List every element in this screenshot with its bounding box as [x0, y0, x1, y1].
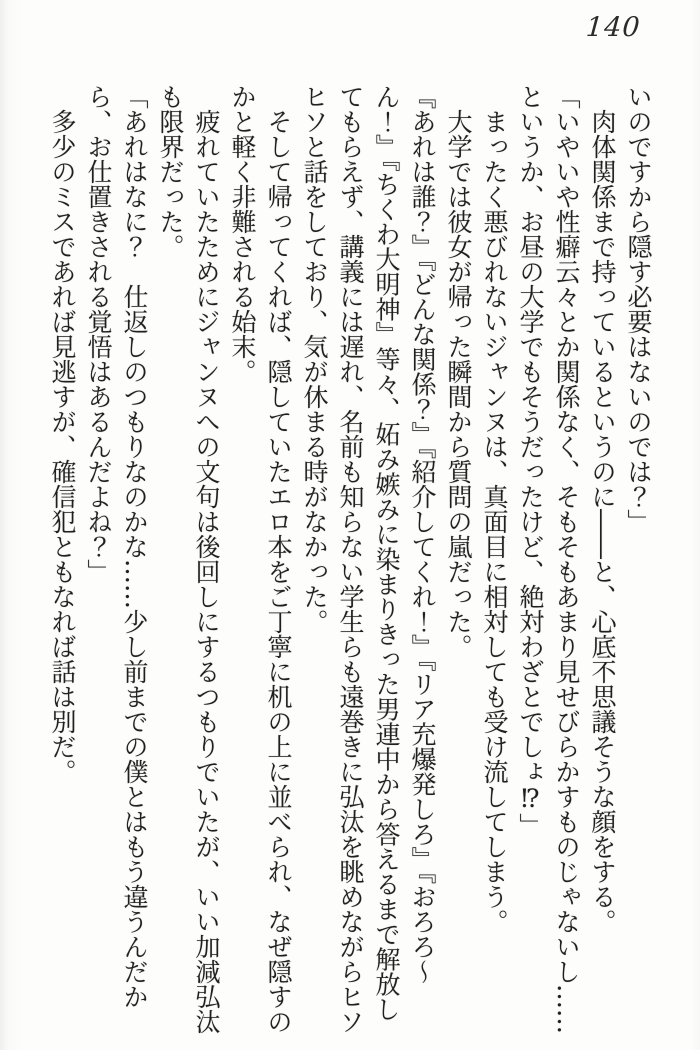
paragraph: そして帰ってくれば、隠していたエロ本をご丁寧に机の上に並べられ、なぜ隠すのかと軽く非難される始末。: [228, 84, 293, 1034]
text-block: [36, 84, 656, 1034]
paragraph: 多少のミスであれば見逃すが、確信犯ともなれば話は別だ。: [48, 109, 77, 784]
paragraph: 肉体関係まで持っているというのに――と、心底不思議そうな顔をする。: [588, 109, 617, 934]
paragraph: 大学では彼女が帰った瞬間から質問の嵐だった。: [444, 109, 473, 659]
paragraph: 『あれは誰？』『どんな関係？』『紹介してくれ！』『リア充爆発しろ』『おろろ〜ん！』『ちくわ大明神』等々、妬み嫉みに染まりきった男連中から答えるまで解放してもらえず、講義には遅れ、名前も知らない学生らも遠巻きに弘汰を眺めながらヒソヒソと話をしており、気が休まる時がなかった。: [300, 84, 437, 1034]
paragraph: 「あれはなに？ 仕返しのつもりなのかな……少し前までの僕とはもう違うんだから、お仕置きされる覚悟はあるんだよね？」: [84, 84, 149, 1009]
paragraph: 疲れていたためにジャンヌへの文句は後回しにするつもりでいたが、いい加減弘汰も限界だった。: [156, 84, 221, 1034]
paragraph: まったく悪びれないジャンヌは、真面目に相対しても受け流してしまう。: [480, 109, 509, 934]
page-number: 140: [584, 12, 642, 43]
paragraph: いのですから隠す必要はないのでは？」: [624, 84, 653, 534]
paragraph: 「いやいや性癖云々とか関係なく、そもそもあまり見せびらかすものじゃないし……というか、お昼の大学でもそうだったけど、絶対わざとでしょ⁉」: [516, 84, 581, 1034]
